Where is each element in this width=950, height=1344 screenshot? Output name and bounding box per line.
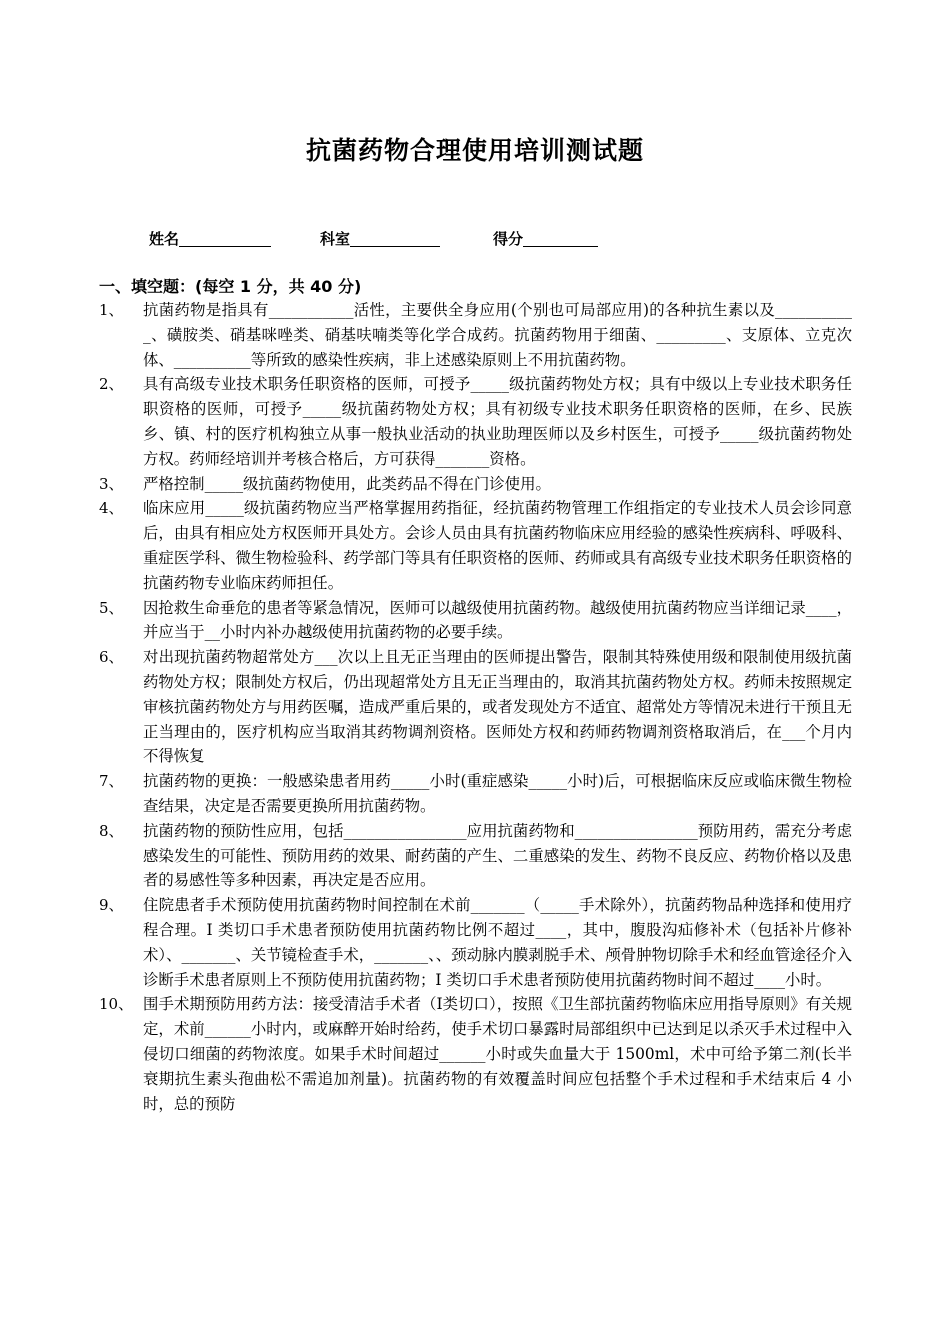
question-text: 对出现抗菌药物超常处方___次以上且无正当理由的医师提出警告，限制其特殊使用级和限制使用级抗菌药物处方权；限制处方权后，仍出现超常处方且无正当理由的，取消其抗菌药物处方权。药师未按照规定审核抗菌药物处方与用药医嘱，造成严重后果的，或者发现处方不适宜、超常处方等情况未进行干预且无正当理由的，医疗机构应当取消其药物调剂资格。医师处方权和药师药物调剂资格取消后，在___个月内不得恢复 [143,648,852,766]
question-text: 围手术期预防用药方法：接受清洁手术者（Ⅰ类切口），按照《卫生部抗菌药物临床应用指导原则》有关规定，术前______小时内，或麻醉开始时给药，使手术切口暴露时局部组织中已达到足以杀灭手术过程中入侵切口细菌的药物浓度。如果手术时间超过______小时或失血量大于 1500ml，术中可给予第二剂(长半衰期抗生素头孢曲松不需追加剂量)。抗菌药物的有效覆盖时间应包括整个手术过程和手术结束后 4 小时，总的预防 [143,995,852,1113]
question-item [0,893,950,992]
question-item [0,472,950,497]
question-item [0,645,950,769]
document-title: 抗菌药物合理使用培训测试题 [305,136,644,165]
question-item [0,596,950,646]
dept-field[interactable] [320,228,440,249]
question-number: 9、 [99,896,124,915]
question-number: 8、 [99,821,124,840]
question-text: 抗菌药物的更换：一般感染患者用药_____小时(重症感染_____小时)后，可根据临床反应或临床微生物检查结果，决定是否需要更换所用抗菌药物。 [143,772,852,815]
question-item [0,769,950,819]
question-item [0,372,950,471]
question-text: 抗菌药物是指具有___________活性，主要供全身应用(个别也可局部应用)的各种抗生素以及___________、磺胺类、硝基咪唑类、硝基呋喃类等化学合成药。抗菌药物用于细菌、_________、支原体、立克次体、__________等所致的感染性疾病，非上述感染原则上不用抗菌药物。 [143,301,852,369]
name-blank[interactable] [179,230,271,247]
question-list [0,298,950,1116]
question-number: 2、 [99,375,124,394]
question-item [0,496,950,595]
question-text: 抗菌药物的预防性应用，包括________________应用抗菌药物和________________预防用药，需充分考虑感染发生的可能性、预防用药的效果、耐药菌的产生、二重感染的发生、药物不良反应、药物价格以及患者的易感性等多种因素，再决定是否应用。 [143,821,852,890]
score-blank[interactable] [523,230,598,247]
question-text: 具有高级专业技术职务任职资格的医师，可授予_____级抗菌药物处方权；具有中级以上专业技术职务任职资格的医师，可授予_____级抗菌药物处方权；具有初级专业技术职务任职资格的医师，在乡、民族乡、镇、村的医疗机构独立从事一般执业活动的执业助理医师以及乡村医生，可授予_____级抗菌药物处方权。药师经培训并考核合格后，方可获得_______资格。 [143,375,852,468]
question-number: 10、 [99,995,134,1014]
question-text: 严格控制_____级抗菌药物使用，此类药品不得在门诊使用。 [143,474,551,493]
info-fields [149,228,849,250]
name-field[interactable] [149,228,271,249]
dept-label: 科室 [320,230,351,248]
question-text: 因抢救生命垂危的患者等紧急情况，医师可以越级使用抗菌药物。越级使用抗菌药物应当详细记录____，并应当于__小时内补办越级使用抗菌药物的必要手续。 [143,598,852,642]
question-number: 7、 [99,772,124,791]
question-number: 3、 [99,474,124,493]
question-text: 住院患者手术预防使用抗菌药物时间控制在术前_______（_____手术除外），抗菌药物品种选择和使用疗程合理。I 类切口手术患者预防使用抗菌药物比例不超过____，其中，腹股沟疝修补术（包括补片修补术）、_______、关节镜检查手术，_______、、颈动脉内膜剥脱手术、颅骨肿物切除手术和经血管途径介入诊断手术患者原则上不预防使用抗菌药物；I 类切口手术患者预防使用抗菌药物时间不超过____小时。 [143,896,852,989]
question-number: 6、 [99,648,124,667]
question-text: 临床应用_____级抗菌药物应当严格掌握用药指征，经抗菌药物管理工作组指定的专业技术人员会诊同意后，由具有相应处方权医师开具处方。会诊人员由具有抗菌药物临床应用经验的感染性疾病科、呼吸科、重症医学科、微生物检验科、药学部门等具有任职资格的医师、药师或具有高级专业技术职务任职资格的抗菌药物专业临床药师担任。 [143,499,852,592]
dept-blank[interactable] [350,230,440,247]
score-label: 得分 [493,230,524,248]
question-item [0,298,950,372]
question-item [0,992,950,1116]
section-heading: 一、填空题：(每空 1 分，共 40 分) [99,277,362,296]
question-number: 4、 [99,499,124,518]
question-number: 1、 [99,301,124,319]
question-number: 5、 [99,598,124,617]
score-field[interactable] [493,228,598,249]
name-label: 姓名 [149,230,180,248]
question-item [0,819,950,893]
